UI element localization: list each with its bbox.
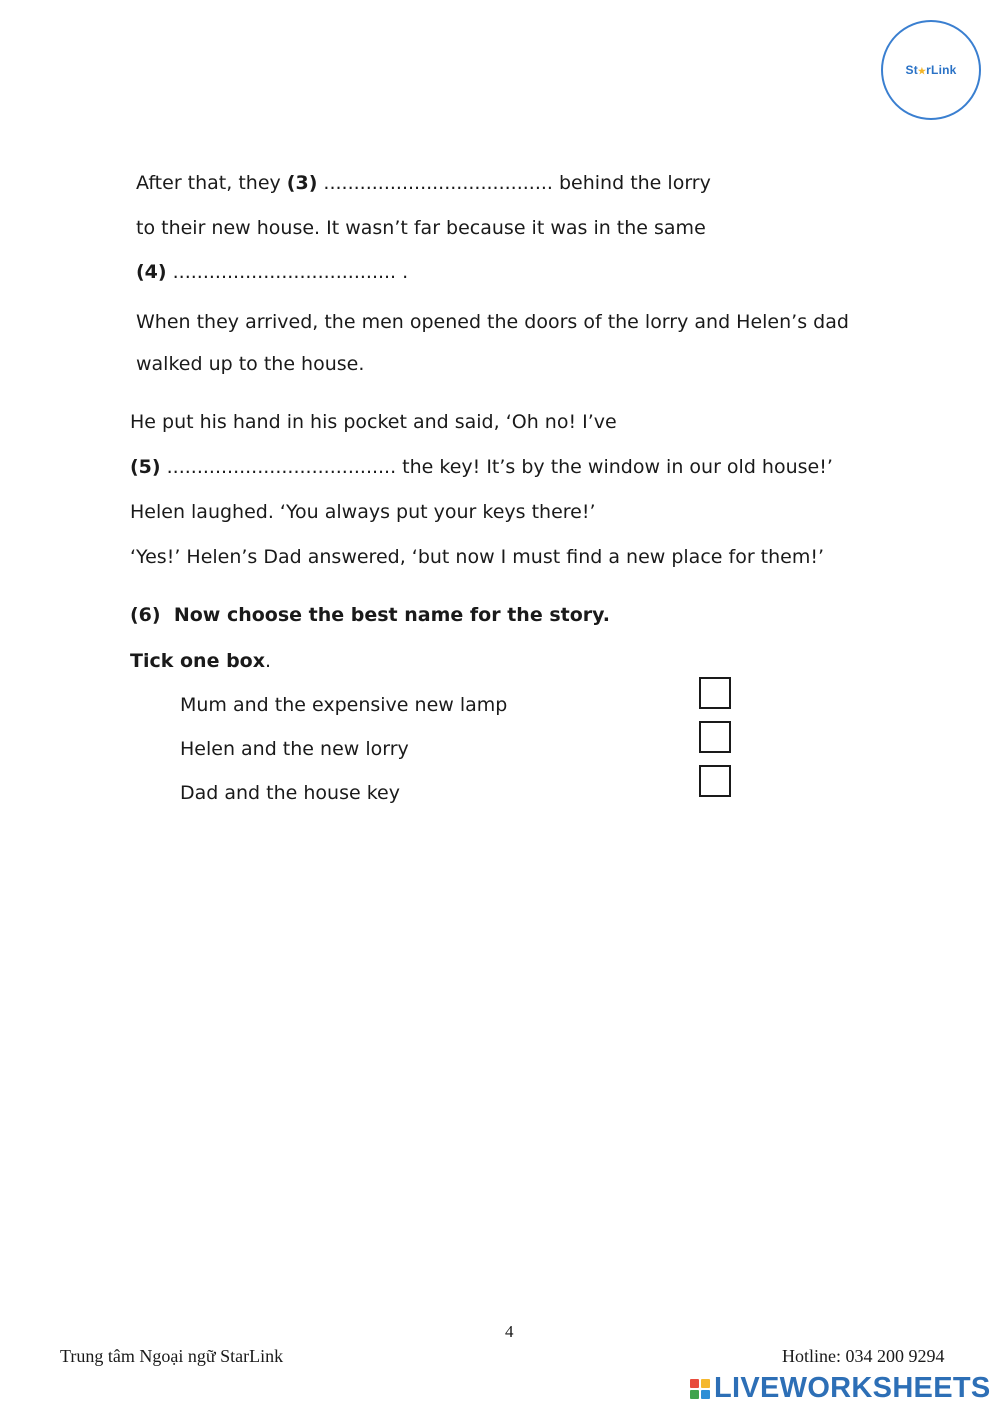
story-line-6: He put his hand in his pocket and said, ‘Oh no! I’ve — [130, 411, 617, 433]
option-3-checkbox[interactable] — [699, 765, 731, 797]
story-line-9: ‘Yes!’ Helen’s Dad answered, ‘but now I must find a new place for them!’ — [130, 546, 825, 568]
star-icon: ★ — [917, 66, 927, 76]
blank-number-3: (3) — [286, 172, 318, 194]
liveworksheets-brand — [690, 1372, 991, 1405]
story-line-3 — [136, 260, 408, 284]
footer-hotline: Hotline: 034 200 9294 — [782, 1346, 945, 1366]
option-2-label: Helen and the new lorry — [180, 738, 409, 760]
blank-number-5: (5) — [130, 456, 161, 478]
option-2-checkbox[interactable] — [699, 721, 731, 753]
option-3-label: Dad and the house key — [180, 782, 400, 804]
blank-number-4: (4) — [136, 261, 167, 283]
option-1-checkbox[interactable] — [699, 677, 731, 709]
question-number: (6) — [130, 604, 161, 626]
liveworksheets-icon — [690, 1379, 710, 1399]
story-line-4: When they arrived, the men opened the doors of the lorry and Helen’s dad — [136, 311, 849, 333]
option-1-label: Mum and the expensive new lamp — [180, 694, 508, 716]
starlink-logo — [881, 20, 981, 120]
story-line-1: After that, they (3) ...................................... behind the lorry — [136, 172, 711, 194]
blank-3[interactable]: ...................................... — [317, 172, 553, 194]
liveworksheets-wordmark: LIVEWORKSHEETS — [714, 1372, 991, 1404]
blank-5[interactable]: ...................................... — [160, 456, 397, 478]
blank-4[interactable]: ..................................... . — [166, 261, 409, 283]
question-prompt: Now choose the best name for the story. — [173, 604, 610, 626]
story-line-5: walked up to the house. — [136, 353, 365, 375]
story-line-8: Helen laughed. ‘You always put your keys there!’ — [130, 501, 596, 523]
question-6-heading — [130, 603, 610, 627]
tick-instruction: Tick one box. — [130, 650, 272, 672]
page-number: 4 — [505, 1322, 514, 1341]
story-line-2: to their new house. It wasn’t far because it was in the same — [136, 217, 706, 239]
logo-wordmark: St★rLink — [905, 63, 957, 77]
footer-center-name: Trung tâm Ngoại ngữ StarLink — [60, 1346, 284, 1366]
story-line-7: (5) ...................................... the key! It’s by the window in our old house!’ — [130, 456, 833, 478]
